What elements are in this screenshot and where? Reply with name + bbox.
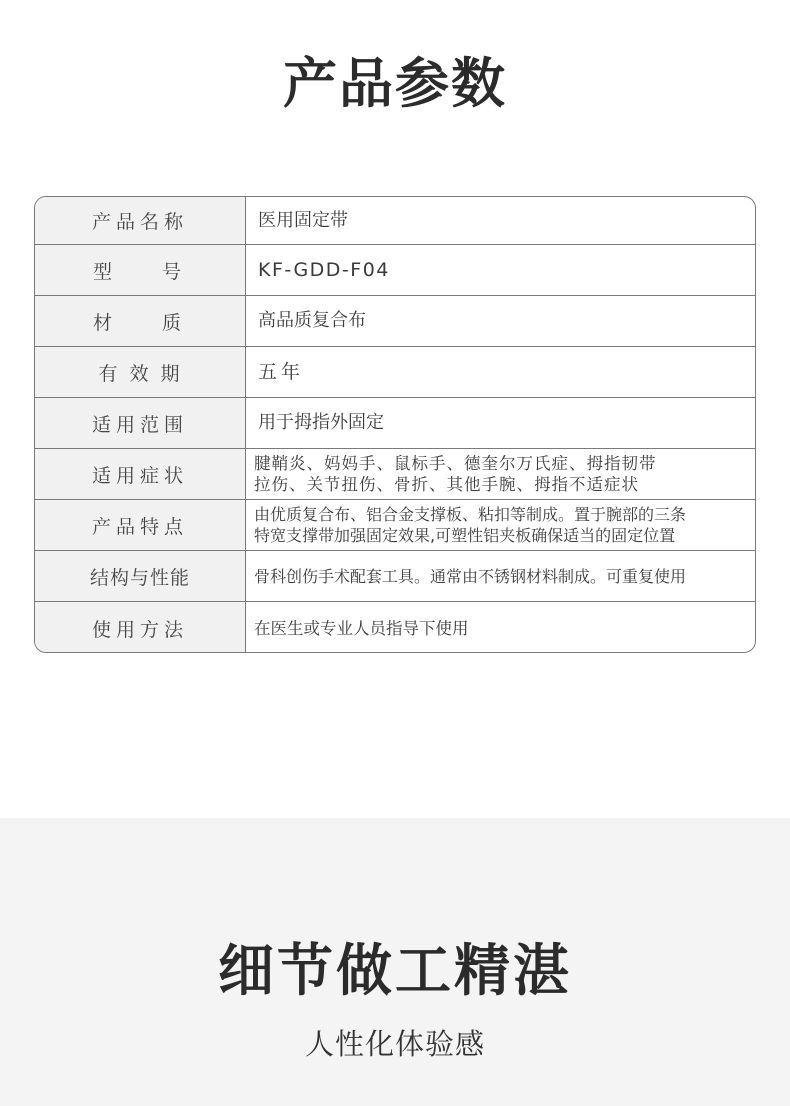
table-row-product-name [35, 197, 755, 245]
row-value-structure: 骨科创伤手术配套工具。通常由不锈钢材料制成。可重复使用 [254, 566, 687, 586]
row-label-features: 产品特点 [35, 500, 246, 550]
row-label-product-name: 产品名称 [35, 197, 246, 244]
table-row-scope [35, 398, 755, 449]
row-value-features [246, 500, 755, 550]
row-value-symptoms [246, 449, 755, 499]
row-label-material-char-2: 质 [161, 311, 181, 334]
features-line-1: 由优质复合布、铝合金支撑板、粘扣等制成。置于腕部的三条 [254, 505, 687, 524]
row-label-model-char-2: 号 [161, 260, 181, 283]
row-value-scope: 用于拇指外固定 [258, 412, 384, 433]
table-row-validity [35, 347, 755, 398]
row-label-validity: 有效期 [35, 347, 246, 397]
table-row-material [35, 296, 755, 347]
page-title: 产品参数 [283, 52, 507, 115]
table-row-model [35, 245, 755, 296]
row-value-usage: 在医生或专业人员指导下使用 [254, 618, 469, 638]
table-row-usage [35, 602, 755, 653]
detail-section-subtitle: 人性化体验感 [304, 1027, 485, 1061]
row-label-usage: 使用方法 [35, 602, 246, 653]
row-label-symptoms: 适用症状 [35, 449, 246, 499]
table-row-features [35, 500, 755, 551]
table-row-structure [35, 551, 755, 602]
row-value-product-name: 医用固定带 [258, 209, 348, 231]
features-line-2: 特宽支撑带加强固定效果,可塑性铝夹板确保适当的固定位置 [254, 526, 676, 545]
table-row-symptoms [35, 449, 755, 500]
symptoms-line-2: 拉伤、关节扭伤、骨折、其他手腕、拇指不适症状 [254, 475, 639, 494]
row-value-validity: 五年 [258, 361, 305, 383]
spec-table [34, 196, 756, 653]
row-label-model [35, 245, 246, 295]
row-label-scope: 适用范围 [35, 398, 246, 448]
row-label-model-char-1: 型 [93, 260, 113, 283]
row-value-material: 高品质复合布 [258, 310, 366, 331]
symptoms-line-1: 腱鞘炎、妈妈手、鼠标手、德奎尔万氏症、拇指韧带 [254, 454, 657, 473]
detail-section-title: 细节做工精湛 [218, 939, 572, 1004]
row-value-model: KF-GDD-F04 [258, 259, 390, 281]
row-label-material-char-1: 材 [93, 311, 113, 334]
row-label-structure: 结构与性能 [35, 551, 246, 601]
row-label-material [35, 296, 246, 346]
